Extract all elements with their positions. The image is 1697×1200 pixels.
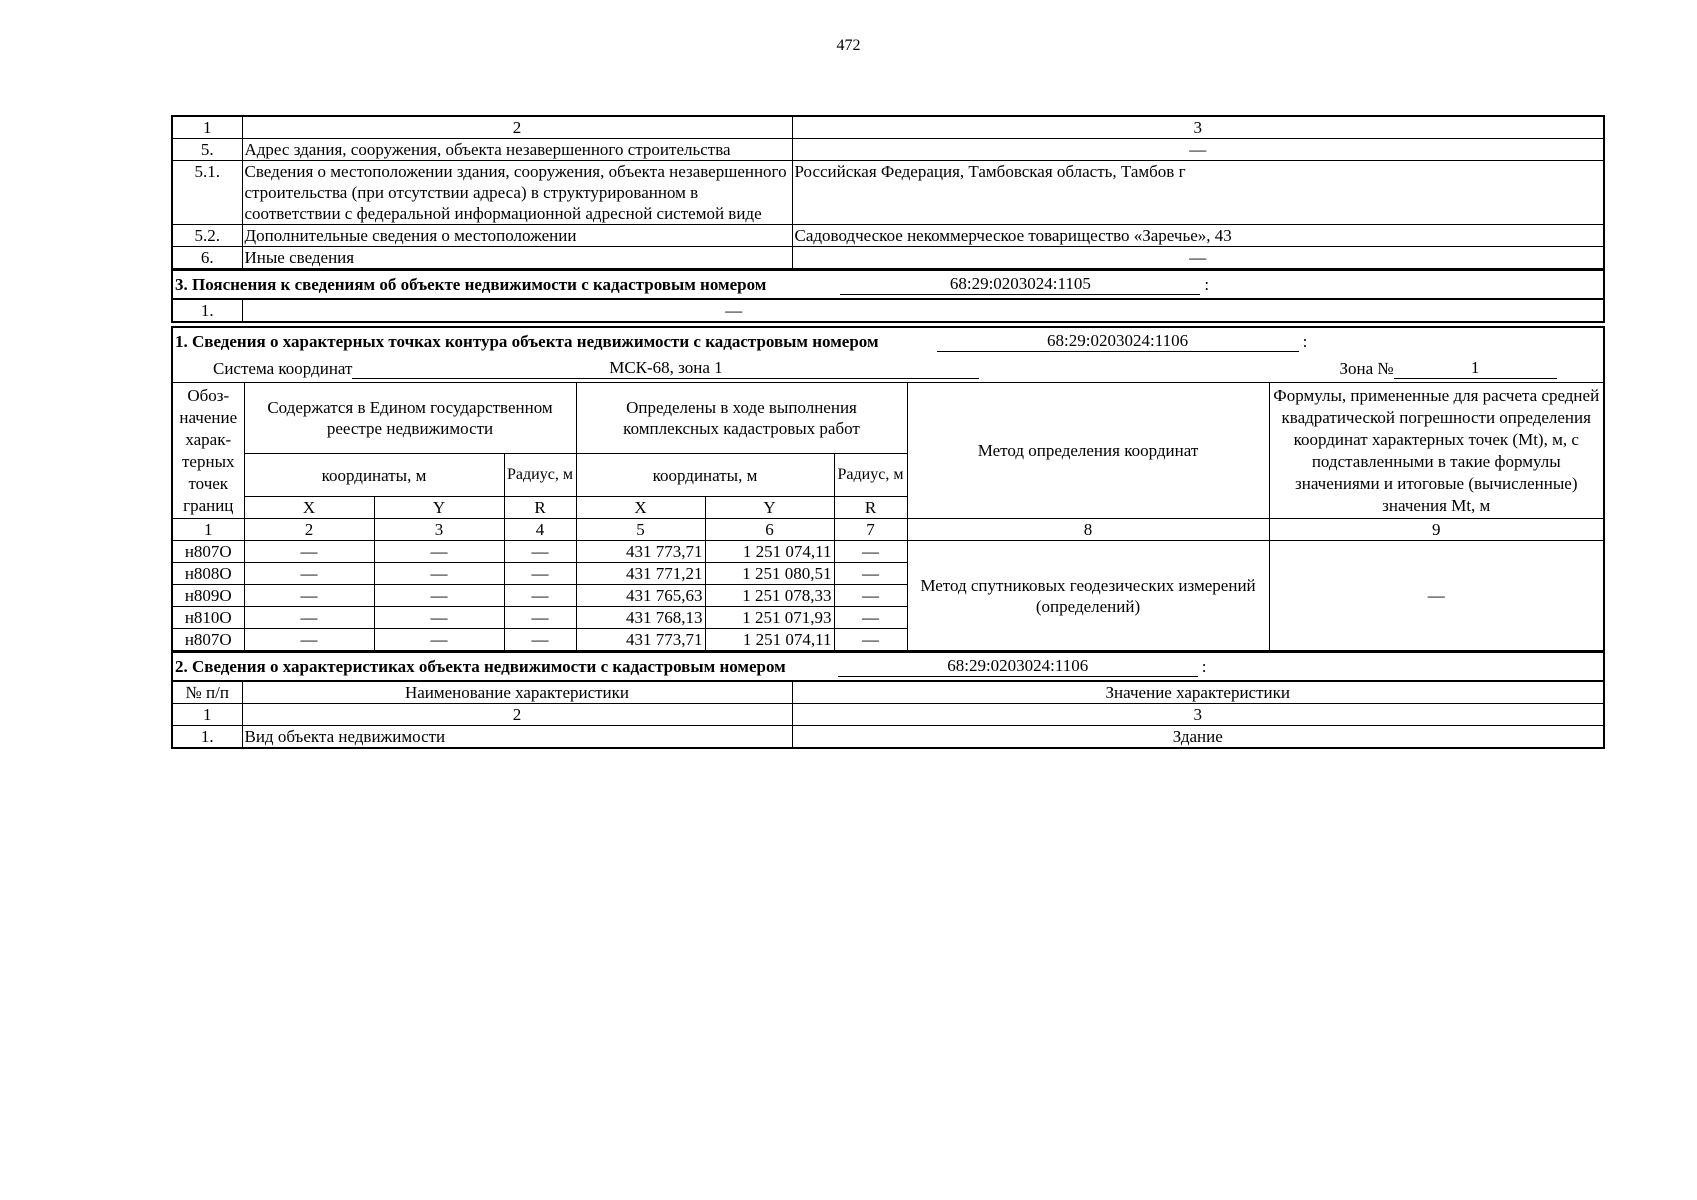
table-row [172,161,1604,225]
col-value-header: Значение характеристики [792,681,1604,704]
section1-title: 1. Сведения о характерных точках контура объекта недвижимости с кадастровым номером [175,332,879,351]
point-name: н807О [172,541,244,563]
table-row [172,541,1604,563]
col-num-header: № п/п [172,681,242,704]
method-value: Метод спутниковых геодезических измерений (определений) [907,541,1269,652]
kkr-coords-header: координаты, м [576,454,834,497]
point-x2: 431 771,21 [576,563,705,585]
point-y1: — [374,585,504,607]
table-number-row [172,704,1604,726]
kkr-r-header: R [834,497,907,519]
point-r1: — [504,563,576,585]
point-y1: — [374,541,504,563]
section2-cadastral: 68:29:0203024:1106 [838,656,1198,677]
col-number: 3 [792,704,1604,726]
col-number: 1 [172,519,244,541]
zone-value: 1 [1394,358,1557,379]
designation-header: Обоз- начение харак- терных точек границ [172,383,244,519]
point-name: н809О [172,585,244,607]
egrn-x-header: X [244,497,374,519]
table-header-row [172,116,1604,139]
point-r2: — [834,541,907,563]
section3-heading [173,271,1603,295]
page-number: 472 [836,37,861,54]
point-r1: — [504,541,576,563]
coord-system-label: Система координат [213,359,353,378]
point-y2: 1 251 074,11 [705,541,834,563]
point-y2: 1 251 078,33 [705,585,834,607]
section3-cadastral: 68:29:0203024:1105 [840,274,1200,295]
point-r1: — [504,585,576,607]
row-value: Здание [792,726,1604,749]
point-r2: — [834,607,907,629]
point-r2: — [834,629,907,652]
point-name: н808О [172,563,244,585]
row-value: Российская Федерация, Тамбовская область, Тамбов г [792,161,1604,225]
col-number: 8 [907,519,1269,541]
points-header-row-1 [172,383,1604,454]
coord-system-value: МСК-68, зона 1 [352,358,979,379]
point-name: н810О [172,607,244,629]
point-x1: — [244,541,374,563]
egrn-header: Содержатся в Едином государственном реестре недвижимости [244,383,576,454]
table-row [172,225,1604,247]
row-value: — [242,299,1604,322]
col-number: 1 [172,704,242,726]
col-name-header: Наименование характеристики [242,681,792,704]
point-x2: 431 768,13 [576,607,705,629]
col-number: 7 [834,519,907,541]
section1-cadastral: 68:29:0203024:1106 [937,331,1299,352]
col-number: 3 [374,519,504,541]
row-name: Иные сведения [242,247,792,270]
col-number: 2 [244,519,374,541]
point-r1: — [504,607,576,629]
section1-table [171,326,1605,652]
egrn-y-header: Y [374,497,504,519]
point-name: н807О [172,629,244,652]
point-r2: — [834,585,907,607]
kkr-x-header: X [576,497,705,519]
point-x1: — [244,563,374,585]
col-value: 3 [792,116,1604,139]
col-number: 2 [242,704,792,726]
points-column-numbers [172,519,1604,541]
point-y2: 1 251 080,51 [705,563,834,585]
table-row [172,299,1604,322]
row-value: Садоводческое некоммерческое товарищество «Заречье», 43 [792,225,1604,247]
section3-table [171,270,1605,323]
section2-heading [173,653,1603,677]
row-name: Вид объекта недвижимости [242,726,792,749]
section2-colon: : [1201,657,1207,676]
section3-title: 3. Пояснения к сведениям об объекте недвижимости с кадастровым номером [175,275,767,294]
kkr-radius-header: Радиус, м [834,454,907,497]
egrn-r-header: R [504,497,576,519]
row-value: — [792,247,1604,270]
table-row [172,247,1604,270]
zone-label: Зона № [1339,359,1394,378]
section2-title: 2. Сведения о характеристиках объекта недвижимости с кадастровым номером [175,657,786,676]
kkr-y-header: Y [705,497,834,519]
point-x2: 431 773,71 [576,541,705,563]
point-x2: 431 773,71 [576,629,705,652]
point-r1: — [504,629,576,652]
col-num: 1 [172,116,242,139]
point-x1: — [244,629,374,652]
col-number: 6 [705,519,834,541]
point-x1: — [244,607,374,629]
point-y1: — [374,629,504,652]
point-x1: — [244,585,374,607]
formulas-header: Формулы, примененные для расчета средней квадратической погрешности определения координат характерных точек (Mt), м, с подставленными в такие формулы значениями и итоговые (вычисленные) значения Mt, м [1269,383,1604,519]
point-r2: — [834,563,907,585]
col-number: 9 [1269,519,1604,541]
section1-colon: : [1302,332,1308,351]
col-name: 2 [242,116,792,139]
row-name: Дополнительные сведения о местоположении [242,225,792,247]
point-y1: — [374,563,504,585]
coordinate-system-line [173,355,1603,379]
cadastral-document [171,115,1605,749]
row-name: Адрес здания, сооружения, объекта незавершенного строительства [242,139,792,161]
row-value: — [792,139,1604,161]
point-y1: — [374,607,504,629]
kkr-header: Определены в ходе выполнения комплексных кадастровых работ [576,383,907,454]
row-name: Сведения о местоположении здания, сооружения, объекта незавершенного строительства (при отсутствии адреса) в структурированном в соответствии с федеральной информационной адресной системой виде [242,161,792,225]
egrn-radius-header: Радиус, м [504,454,576,497]
row-num: 1. [172,726,242,749]
point-y2: 1 251 074,11 [705,629,834,652]
section2-table [171,652,1605,749]
point-x2: 431 765,63 [576,585,705,607]
row-num: 1. [172,299,242,322]
method-header: Метод определения координат [907,383,1269,519]
col-number: 4 [504,519,576,541]
col-number: 5 [576,519,705,541]
row-num: 5.1. [172,161,242,225]
row-num: 5. [172,139,242,161]
section3-colon: : [1204,275,1210,294]
table-header-row [172,681,1604,704]
formula-value: — [1269,541,1604,652]
table-row [172,726,1604,749]
address-table [171,115,1605,270]
row-num: 6. [172,247,242,270]
point-y2: 1 251 071,93 [705,607,834,629]
egrn-coords-header: координаты, м [244,454,504,497]
table-row [172,139,1604,161]
row-num: 5.2. [172,225,242,247]
section1-heading [173,328,1603,352]
